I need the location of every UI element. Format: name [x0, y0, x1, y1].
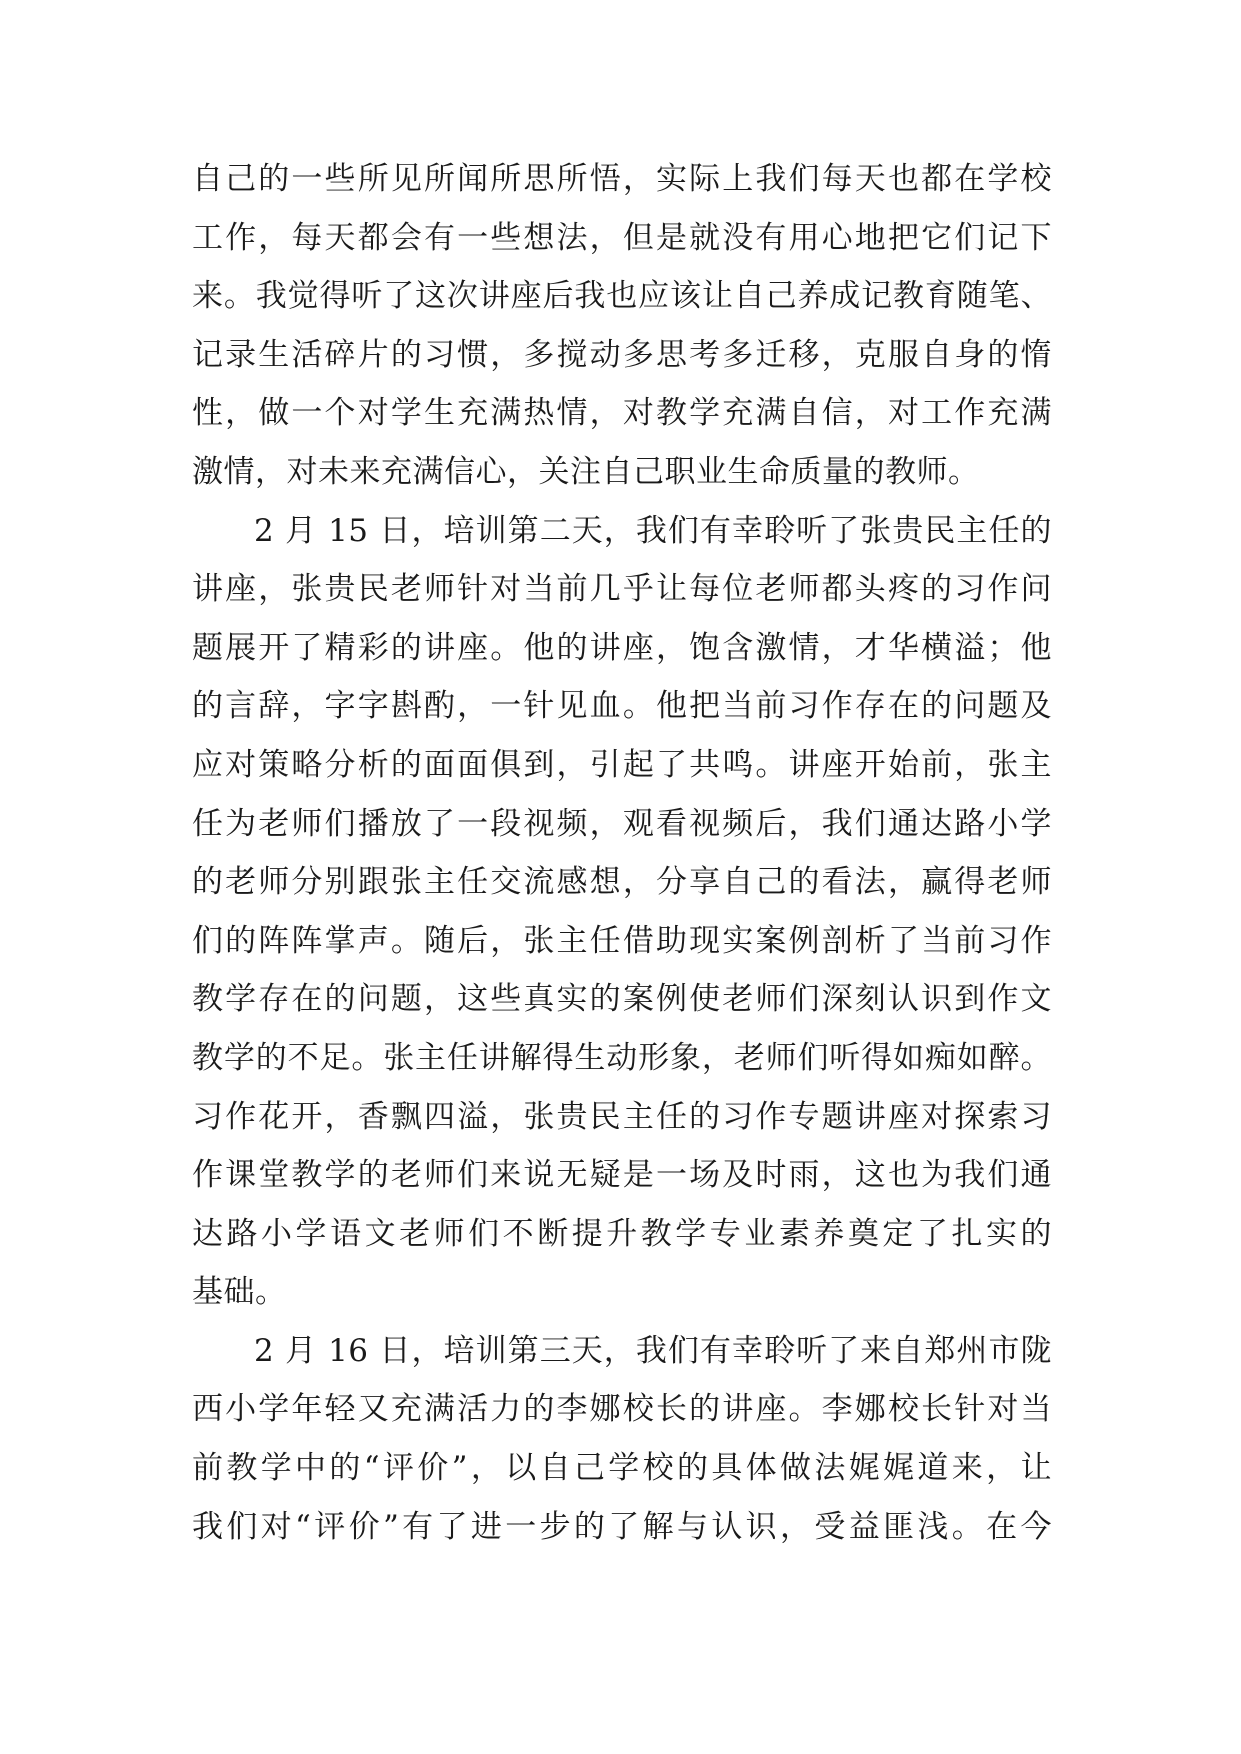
text-line: 前教学中的“评价”，以自己学校的具体做法娓娓道来，让 — [192, 1450, 1052, 1487]
text-line: 题展开了精彩的讲座。他的讲座，饱含激情，才华横溢；他 — [192, 629, 1052, 666]
text-line: 的言辞，字字斟酌，一针见血。他把当前习作存在的问题及 — [192, 688, 1052, 725]
text-line: 任为老师们播放了一段视频，观看视频后，我们通达路小学 — [192, 805, 1052, 842]
text-line: 基础。 — [192, 1274, 287, 1311]
text-line: 我们对“评价”有了进一步的了解与认识，受益匪浅。在今 — [192, 1508, 1052, 1545]
text-line: 自己的一些所见所闻所思所悟，实际上我们每天也都在学校 — [192, 161, 1052, 197]
text-line: 西小学年轻又充满活力的李娜校长的讲座。李娜校长针对当 — [192, 1391, 1052, 1428]
paragraph-start-line: 2 月 16 日，培训第三天，我们有幸聆听了来自郑州市陇 — [254, 1332, 1052, 1369]
text-line: 习作花开，香飘四溢，张贵民主任的习作专题讲座对探索习 — [192, 1098, 1052, 1135]
text-line: 作课堂教学的老师们来说无疑是一场及时雨，这也为我们通 — [192, 1157, 1052, 1194]
text-line: 工作，每天都会有一些想法，但是就没有用心地把它们记下 — [192, 219, 1052, 256]
text-line: 教学存在的问题，这些真实的案例使老师们深刻认识到作文 — [192, 981, 1052, 1018]
text-line: 们的阵阵掌声。随后，张主任借助现实案例剖析了当前习作 — [192, 922, 1052, 959]
text-line: 讲座，张贵民老师针对当前几乎让每位老师都头疼的习作问 — [192, 571, 1052, 608]
text-line: 来。我觉得听了这次讲座后我也应该让自己养成记教育随笔、 — [192, 278, 1052, 315]
text-line: 激情，对未来充满信心，关注自己职业生命质量的教师。 — [192, 453, 980, 490]
body-text — [192, 150, 1052, 1556]
text-line: 记录生活碎片的习惯，多搅动多思考多迁移，克服自身的惰 — [192, 336, 1052, 373]
text-line: 的老师分别跟张主任交流感想，分享自己的看法，赢得老师 — [192, 864, 1052, 901]
paragraph-start-line: 2 月 15 日，培训第二天，我们有幸聆听了张贵民主任的 — [254, 512, 1052, 549]
text-line: 教学的不足。张主任讲解得生动形象，老师们听得如痴如醉。 — [192, 1039, 1052, 1076]
text-line: 达路小学语文老师们不断提升教学专业素养奠定了扎实的 — [192, 1215, 1052, 1252]
text-line: 性，做一个对学生充满热情，对教学充满自信，对工作充满 — [192, 395, 1052, 432]
text-line: 应对策略分析的面面俱到，引起了共鸣。讲座开始前，张主 — [192, 746, 1052, 783]
